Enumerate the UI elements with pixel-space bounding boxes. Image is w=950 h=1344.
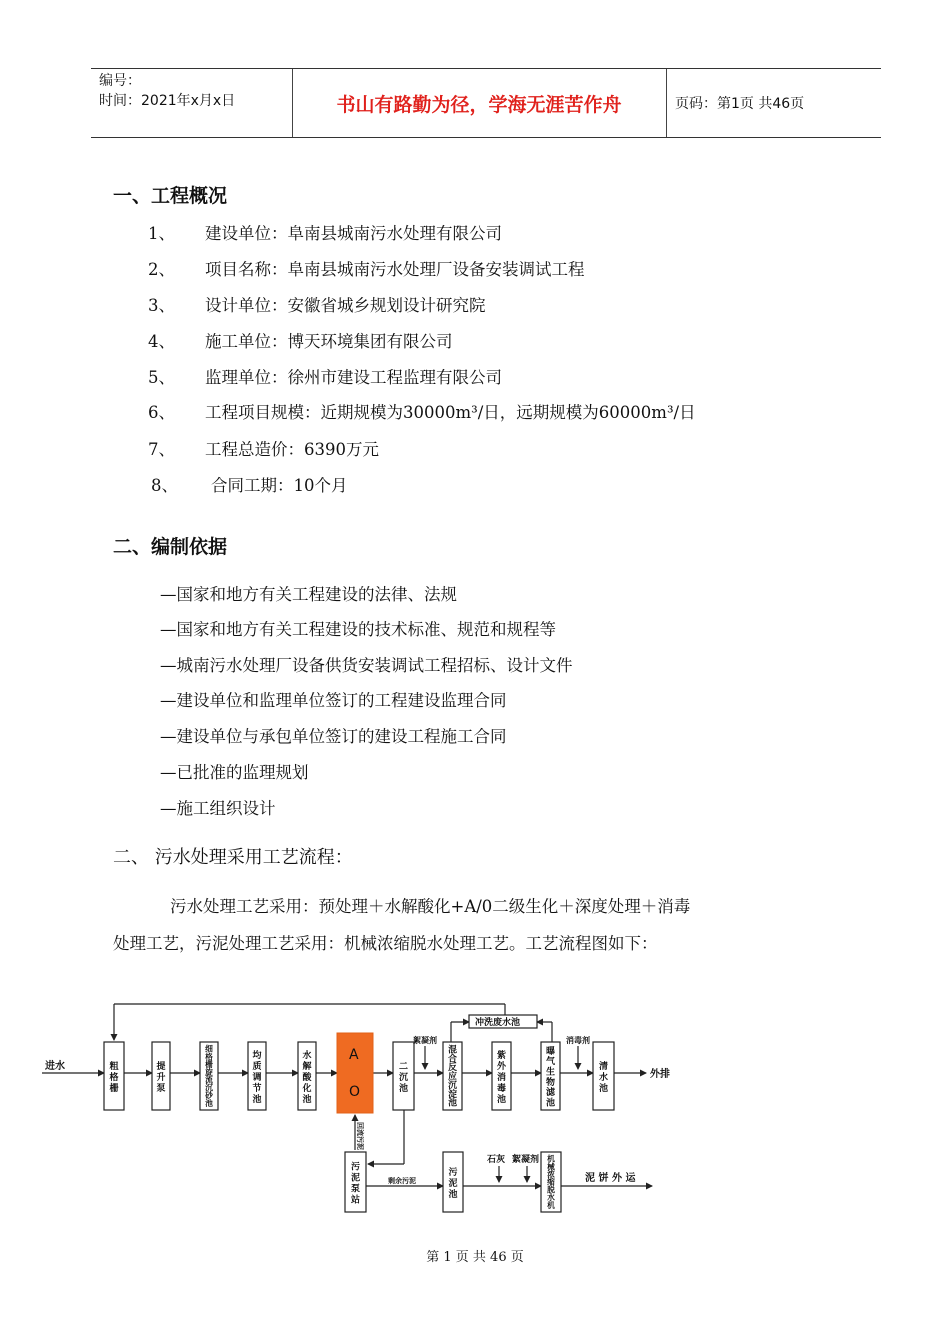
disinfectant-label: 消毒剂 xyxy=(566,1036,590,1045)
process-unit-label: 提升泵 xyxy=(156,1061,166,1094)
item-text: 工程项目规模：近期规模为30000m³/日，远期规模为60000m³/日 xyxy=(205,403,696,422)
item-text: 监理单位：徐州市建设工程监理有限公司 xyxy=(205,368,502,387)
paragraph-line: 污水处理工艺采用：预处理＋水解酸化+A/0二级生化＋深度处理＋消毒 xyxy=(170,897,691,916)
ao-tank xyxy=(337,1033,373,1113)
basis-item: —建设单位与承包单位签订的建设工程施工合同 xyxy=(160,727,507,746)
list-item xyxy=(151,472,348,496)
outlet-label: 外排 xyxy=(650,1069,670,1080)
flocculant2-label: 絮凝剂 xyxy=(512,1155,540,1165)
sludge-out-label: 泥 饼 外 运 xyxy=(585,1173,636,1184)
time-label: 时间：2021年x月x日 xyxy=(99,93,236,109)
header-motto: 书山有路勤为径，学海无涯苦作舟 xyxy=(336,93,622,116)
list-item xyxy=(148,364,502,388)
process-unit-label: 细格栅旋流沉砂池 xyxy=(205,1044,213,1108)
process-unit-label: 水解酸化池 xyxy=(302,1050,312,1105)
process-unit-label: 机械浓缩脱水机 xyxy=(547,1154,555,1210)
item-text: 建设单位：阜南县城南污水处理有限公司 xyxy=(205,224,502,243)
basis-item: —建设单位和监理单位签订的工程建设监理合同 xyxy=(160,691,507,710)
item-number: 2、 xyxy=(148,260,175,279)
header-page-info: 页码：第1页 共46页 xyxy=(675,96,805,112)
process-unit-label: 曝气生物滤池 xyxy=(545,1046,556,1109)
basis-item: —国家和地方有关工程建设的法律、法规 xyxy=(160,585,457,604)
return-sludge-label: 回流污泥 xyxy=(356,1122,364,1150)
process-unit-label: 污泥泵站 xyxy=(350,1162,361,1206)
item-text: 设计单位：安徽省城乡规划设计研究院 xyxy=(205,296,486,315)
process-unit-label: 混合反应沉淀池 xyxy=(448,1045,457,1109)
process-unit-label: 均质调节池 xyxy=(252,1050,262,1105)
list-item xyxy=(148,256,585,280)
item-text: 项目名称：阜南县城南污水处理厂设备安装调试工程 xyxy=(205,260,585,279)
list-item xyxy=(148,292,486,316)
item-number: 7、 xyxy=(148,440,175,459)
item-number: 3、 xyxy=(148,296,175,315)
process-flow-diagram xyxy=(0,990,950,1230)
list-item xyxy=(148,436,379,460)
item-text: 工程总造价：6390万元 xyxy=(205,440,379,459)
ao-label-top: A xyxy=(349,1047,359,1063)
page-header xyxy=(91,68,881,138)
basis-item: —城南污水处理厂设备供货安装调试工程招标、设计文件 xyxy=(160,656,573,675)
inlet-label: 进水 xyxy=(45,1061,65,1072)
page-footer: 第 1 页 共 46 页 xyxy=(426,1250,524,1265)
item-number: 1、 xyxy=(148,224,175,243)
process-unit-label: 紫外消毒池 xyxy=(496,1050,507,1105)
header-divider xyxy=(666,69,667,137)
list-item xyxy=(148,399,696,423)
process-unit-label: 粗格栅 xyxy=(109,1061,119,1094)
process-unit-label: 污泥池 xyxy=(448,1167,458,1200)
process-unit-label: 二沉池 xyxy=(398,1061,409,1094)
process-unit-label: 清水池 xyxy=(598,1061,609,1094)
lime-label: 石灰 xyxy=(487,1155,506,1165)
flocculant-label: 絮凝剂 xyxy=(413,1036,437,1045)
section-title: 二、编制依据 xyxy=(113,536,228,558)
section-title: 一、工程概况 xyxy=(113,185,228,207)
item-number: 4、 xyxy=(148,332,175,351)
basis-item: —已批准的监理规划 xyxy=(160,763,309,782)
item-number: 6、 xyxy=(148,403,175,422)
item-number: 5、 xyxy=(148,368,175,387)
basis-item: —施工组织设计 xyxy=(160,799,276,818)
ao-label-bottom: O xyxy=(349,1084,361,1100)
item-text: 合同工期：10个月 xyxy=(211,476,348,495)
section-title: 二、 污水处理采用工艺流程： xyxy=(113,847,353,868)
excess-sludge-label: 剩余污泥 xyxy=(388,1177,416,1185)
list-item xyxy=(148,220,502,244)
item-number: 8、 xyxy=(151,476,178,495)
backwash-tank-label: 冲洗废水池 xyxy=(475,1018,521,1028)
list-item xyxy=(148,328,453,352)
paragraph-line: 处理工艺，污泥处理工艺采用：机械浓缩脱水处理工艺。工艺流程图如下： xyxy=(113,934,658,953)
header-meta xyxy=(99,71,289,111)
item-text: 施工单位：博天环境集团有限公司 xyxy=(205,332,453,351)
code-label: 编号： xyxy=(99,73,141,89)
basis-item: —国家和地方有关工程建设的技术标准、规范和规程等 xyxy=(160,620,556,639)
